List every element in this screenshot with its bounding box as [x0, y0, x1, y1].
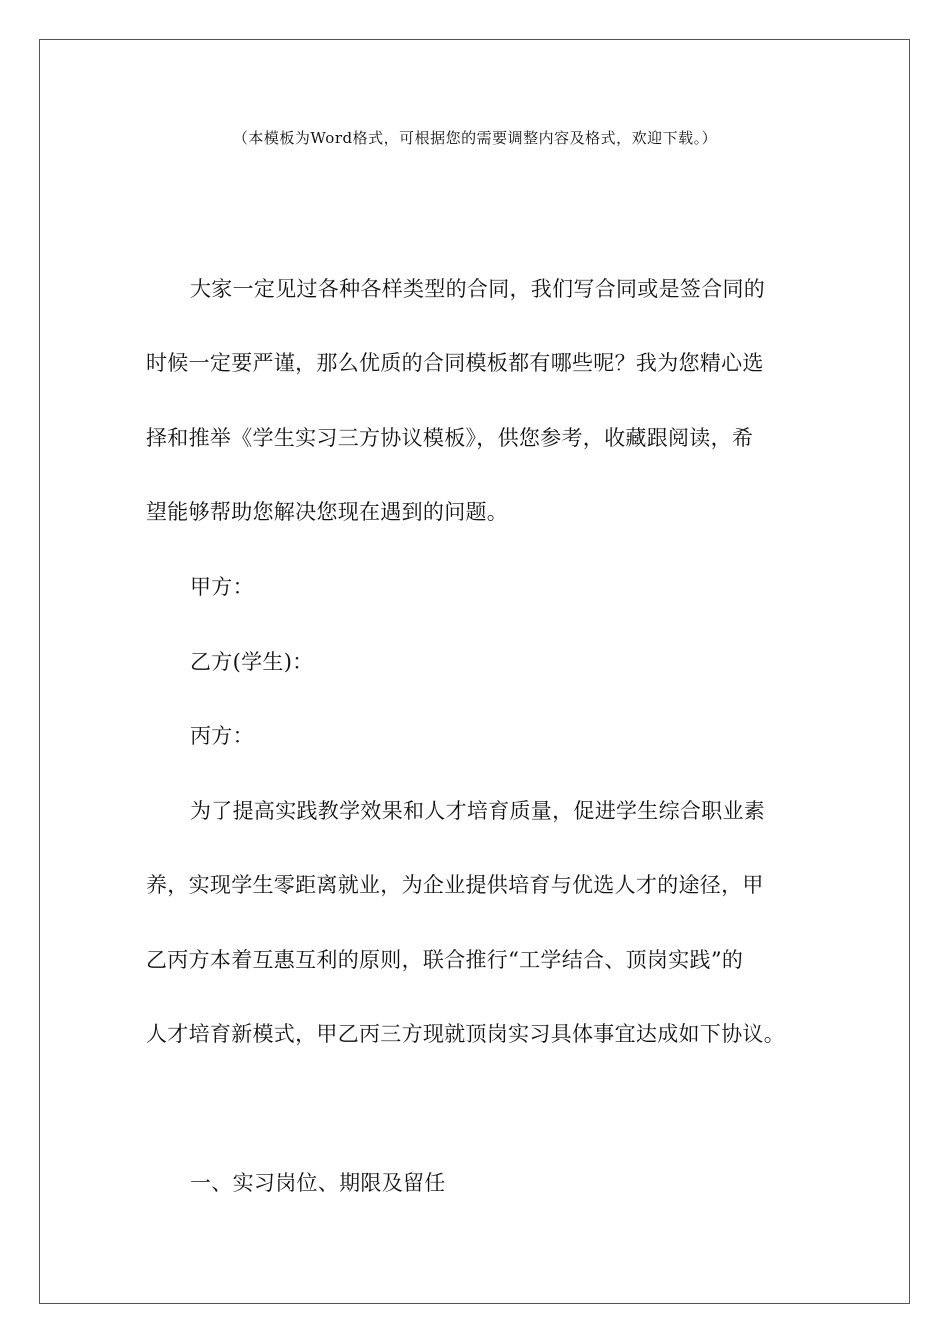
party-c-label: 丙方：: [190, 724, 254, 748]
purpose-line-2: 养，实现学生零距离就业，为企业提供培育与优选人才的途径，甲: [146, 873, 764, 897]
party-a-label: 甲方：: [190, 575, 254, 599]
party-b-label: 乙方(学生)：: [190, 650, 314, 674]
intro-line-1: 大家一定见过各种各样类型的合同，我们写合同或是签合同的: [190, 277, 766, 301]
intro-line-2: 时候一定要严谨，那么优质的合同模板都有哪些呢？我为您精心选: [146, 351, 764, 375]
page-border: [39, 39, 910, 1304]
intro-line-4: 望能够帮助您解决您现在遇到的问题。: [146, 500, 509, 524]
intro-line-3: 择和推举《学生实习三方协议模板》，供您参考，收藏跟阅读，希: [146, 426, 754, 450]
purpose-line-4: 人才培育新模式，甲乙丙三方现就顶岗实习具体事宜达成如下协议。: [146, 1022, 785, 1046]
purpose-line-1: 为了提高实践教学效果和人才培育质量，促进学生综合职业素: [190, 799, 766, 823]
template-note: （本模板为Word格式，可根据您的需要调整内容及格式，欢迎下载。）: [232, 129, 718, 147]
purpose-line-3: 乙丙方本着互惠互利的原则，联合推行“工学结合、顶岗实践”的: [146, 948, 744, 972]
section-1-heading: 一、实习岗位、期限及留任: [190, 1171, 446, 1195]
